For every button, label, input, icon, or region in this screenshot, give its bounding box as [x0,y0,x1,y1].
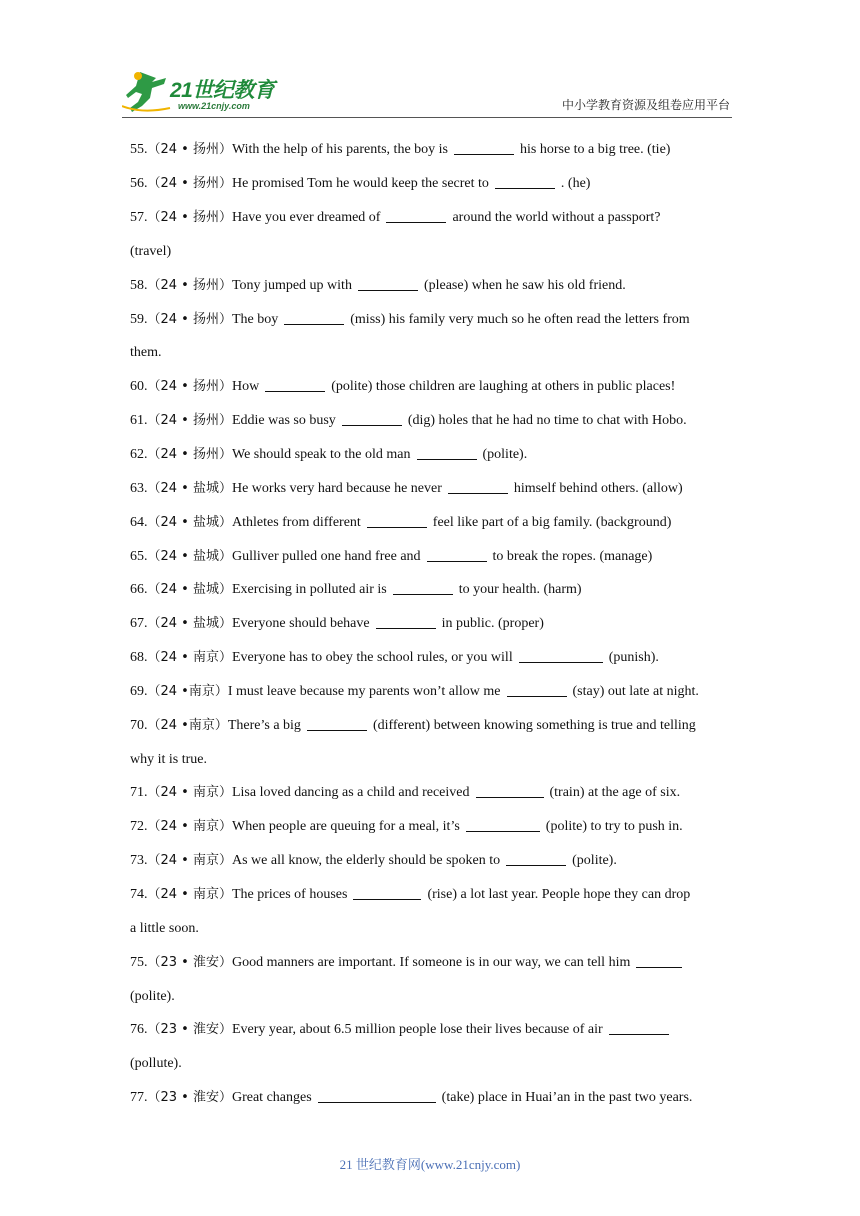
question-item [130,370,730,404]
question-hint: to your health. (harm) [458,582,582,598]
question-number: 69. [130,683,148,699]
question-hint: (train) at the age of six. [549,785,681,801]
question-text: He promised Tom he would keep the secret to [231,176,489,192]
question-text: Tony jumped up with [231,277,352,293]
question-text: Gulliver pulled one hand free and [231,548,421,564]
question-source: （24 •南京） [147,717,228,733]
answer-blank[interactable] [609,1020,669,1035]
question-number: 72. [130,819,148,835]
question-hint: himself behind others. (allow) [513,480,683,496]
logo-text: 21世纪教育 [170,79,275,102]
question-source: （24 • 盐城） [147,514,232,530]
answer-blank[interactable] [353,885,421,900]
question-text: Everyone has to obey the school rules, or you will [231,650,513,666]
question-number: 64. [130,514,148,530]
question-source: （24 • 扬州） [147,311,232,327]
question-text: The prices of houses [231,886,348,902]
question-item [130,1013,730,1047]
answer-blank[interactable] [318,1088,436,1103]
answer-blank[interactable] [367,513,427,528]
answer-blank[interactable] [507,682,567,697]
question-number: 58. [130,277,148,293]
question-item [130,201,730,235]
question-continuation: (polite). [130,988,175,1004]
question-hint: (polite). [482,447,528,463]
question-number: 62. [130,447,148,463]
question-source: （24 • 扬州） [147,277,232,293]
page-footer[interactable]: 21 世纪教育网(www.21cnjy.com) [339,1157,521,1172]
answer-blank[interactable] [342,411,402,426]
answer-blank[interactable] [495,174,555,189]
question-hint: (polite) to try to push in. [545,819,683,835]
question-text: The boy [231,311,279,327]
question-number: 56. [130,176,148,192]
question-item [130,505,730,539]
question-source: （24 • 扬州） [147,210,232,226]
question-item [130,776,730,810]
question-text: He works very hard because he never [231,480,442,496]
question-number: 71. [130,785,148,801]
question-source: （24 • 盐城） [147,480,232,496]
question-source: （24 • 南京） [147,886,232,902]
question-continuation: (pollute). [130,1056,182,1072]
question-hint: (dig) holes that he had no time to chat with Hobo. [407,413,687,429]
answer-blank[interactable] [519,648,603,663]
question-text: Great changes [231,1090,312,1106]
question-source: （24 • 盐城） [147,582,232,598]
question-number: 60. [130,379,148,395]
question-item [130,471,730,505]
question-item [130,539,730,573]
question-continuation: a little soon. [130,920,199,936]
question-item [130,302,730,336]
question-hint: (polite). [572,853,617,869]
question-list [130,133,730,1114]
question-hint: (please) when he saw his old friend. [423,277,626,293]
question-number: 76. [130,1022,148,1038]
question-number: 59. [130,311,148,327]
question-continuation: why it is true. [130,751,207,767]
question-item [130,945,730,979]
answer-blank[interactable] [358,276,418,291]
answer-blank[interactable] [307,716,367,731]
question-number: 77. [130,1090,148,1106]
question-number: 65. [130,548,148,564]
question-item [130,133,730,167]
question-hint: around the world without a passport? [452,210,661,226]
question-number: 66. [130,582,148,598]
question-text: Have you ever dreamed of [231,210,381,226]
question-text: Eddie was so busy [231,413,336,429]
question-number: 55. [130,142,148,158]
question-number: 57. [130,210,148,226]
answer-blank[interactable] [417,445,477,460]
question-hint: . (he) [560,176,591,192]
question-number: 61. [130,413,148,429]
answer-blank[interactable] [476,783,544,798]
question-number: 70. [130,717,148,733]
question-hint: (miss) his family very much so he often read the letters from [350,311,690,327]
question-hint: (stay) out late at night. [572,683,699,699]
question-item [130,708,730,742]
question-source: （24 • 盐城） [147,548,232,564]
question-hint: (punish). [608,650,659,666]
question-text: Lisa loved dancing as a child and received [231,785,470,801]
question-item [130,607,730,641]
question-source: （24 • 南京） [147,650,232,666]
question-item [130,167,730,201]
answer-blank[interactable] [386,208,446,223]
question-text: Everyone should behave [231,616,370,632]
question-item [130,878,730,912]
answer-blank[interactable] [506,851,566,866]
question-source: （24 •南京） [147,683,228,699]
question-source: （23 • 淮安） [147,1090,232,1106]
question-text: Athletes from different [231,514,361,530]
question-hint: in public. (proper) [441,616,544,632]
question-item [130,675,730,709]
header-divider [122,117,732,118]
question-text: Exercising in polluted air is [231,582,387,598]
question-number: 73. [130,853,148,869]
question-item [130,404,730,438]
question-source: （23 • 淮安） [147,954,232,970]
question-hint: (polite) those children are laughing at others in public places! [331,379,676,395]
question-source: （24 • 南京） [147,853,232,869]
question-item [130,641,730,675]
answer-blank[interactable] [393,580,453,595]
question-hint: (take) place in Huai’an in the past two years. [441,1090,693,1106]
answer-blank[interactable] [466,817,540,832]
question-hint: his horse to a big tree. (tie) [520,142,671,158]
question-item [130,438,730,472]
question-item [130,810,730,844]
question-hint: feel like part of a big family. (background) [432,514,672,530]
platform-title: 中小学教育资源及组卷应用平台 [561,98,730,112]
question-number: 63. [130,480,148,496]
question-hint: to break the ropes. (manage) [492,548,653,564]
answer-blank[interactable] [265,377,325,392]
question-source: （23 • 淮安） [147,1022,232,1038]
answer-blank[interactable] [636,953,682,968]
question-number: 75. [130,954,148,970]
question-text: Every year, about 6.5 million people lose their lives because of air [231,1022,603,1038]
question-number: 67. [130,616,148,632]
question-source: （24 • 扬州） [147,176,232,192]
question-continuation: them. [130,345,162,361]
question-text: With the help of his parents, the boy is [231,142,448,158]
question-source: （24 • 扬州） [147,379,232,395]
question-text: How [231,379,260,395]
question-text: Good manners are important. If someone is in our way, we can tell him [231,954,631,970]
question-item [130,268,730,302]
answer-blank[interactable] [454,140,514,155]
question-item [130,844,730,878]
answer-blank[interactable] [427,547,487,562]
question-source: （24 • 盐城） [147,616,232,632]
question-source: （24 • 南京） [147,785,232,801]
question-number: 74. [130,886,148,902]
logo-url: www.21cnjy.com [178,101,250,111]
question-text: As we all know, the elderly should be spoken to [231,853,501,869]
question-source: （24 • 扬州） [147,413,232,429]
answer-blank[interactable] [284,310,344,325]
question-item [130,573,730,607]
question-item [130,1081,730,1115]
question-source: （24 • 扬州） [147,142,232,158]
page-header [0,0,860,122]
question-text: When people are queuing for a meal, it’s [231,819,460,835]
question-text: There’s a big [227,717,301,733]
question-hint: (rise) a lot last year. People hope they can drop [427,886,691,902]
question-continuation: (travel) [130,243,172,259]
answer-blank[interactable] [448,479,508,494]
question-source: （24 • 南京） [147,819,232,835]
answer-blank[interactable] [376,614,436,629]
question-text: I must leave because my parents won’t allow me [227,683,501,699]
site-logo[interactable] [122,68,292,116]
question-text: We should speak to the old man [231,447,411,463]
question-source: （24 • 扬州） [147,447,232,463]
question-number: 68. [130,650,148,666]
question-hint: (different) between knowing something is true and telling [372,717,696,733]
